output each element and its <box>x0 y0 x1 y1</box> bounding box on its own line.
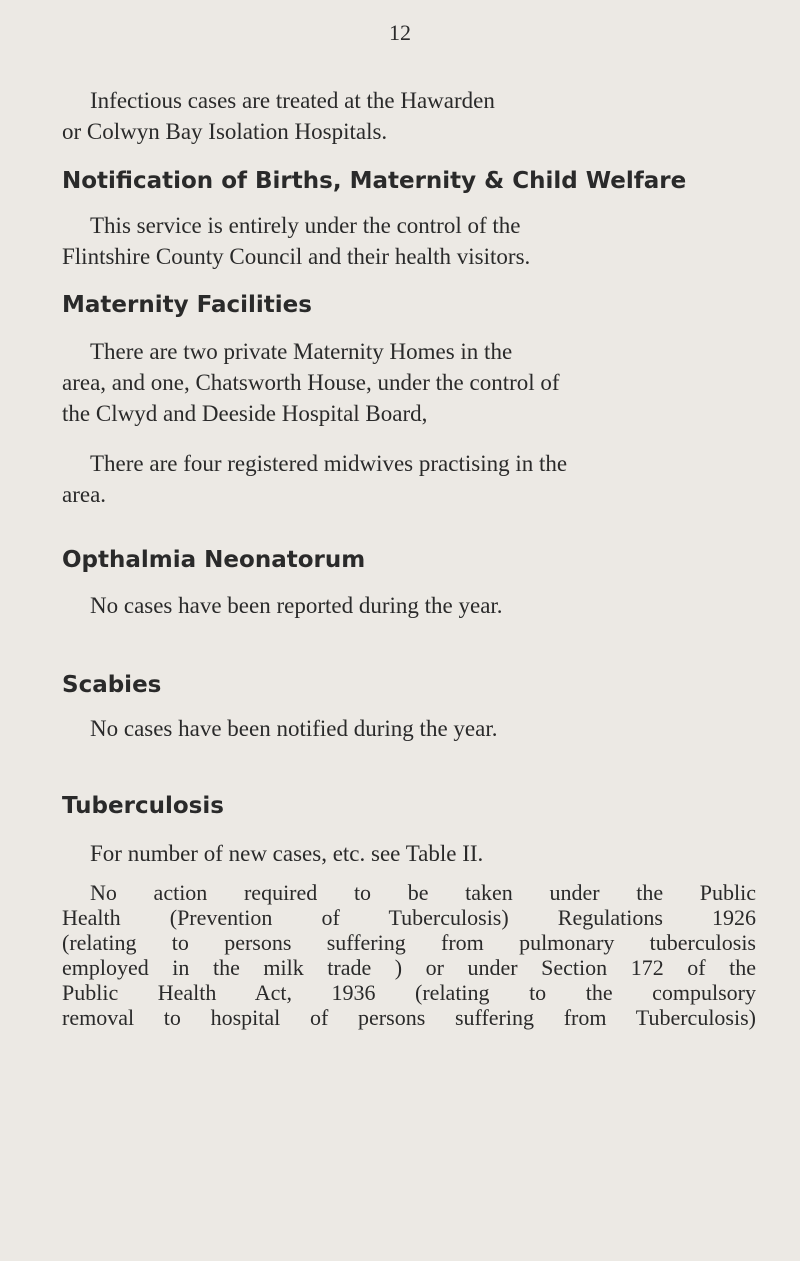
scabies-heading: Scabies <box>62 672 162 698</box>
tuberculosis-line: removal to hospital of persons suffering from Tuberculosis) <box>62 1005 756 1030</box>
maternity-line: area. <box>62 482 107 507</box>
tuberculosis-line: (relating to persons suffering from pulmonary tuberculosis <box>62 930 756 955</box>
intro-paragraph <box>62 85 762 147</box>
tuberculosis-paragraph <box>62 880 756 1030</box>
opthalmia-heading: Opthalmia Neonatorum <box>62 547 366 573</box>
tuberculosis-heading: Tuberculosis <box>62 793 224 819</box>
maternity-paragraph-2 <box>62 448 762 510</box>
tuberculosis-line: Health (Prevention of Tuberculosis) Regulations 1926 <box>62 905 756 930</box>
notification-line: This service is entirely under the control of the <box>90 213 521 238</box>
intro-line: or Colwyn Bay Isolation Hospitals. <box>62 119 388 144</box>
maternity-line: area, and one, Chatsworth House, under the control of <box>62 370 560 395</box>
intro-line: Infectious cases are treated at the Hawarden <box>90 88 495 113</box>
maternity-paragraph-1 <box>62 336 762 429</box>
maternity-line: There are two private Maternity Homes in the <box>90 339 513 364</box>
scabies-text: No cases have been notified during the year. <box>90 716 498 741</box>
maternity-line: There are four registered midwives practising in the <box>90 451 568 476</box>
notification-paragraph <box>62 210 762 272</box>
tuberculosis-line: employed in the milk trade ) or under Section 172 of the <box>62 955 756 980</box>
notification-heading: Notification of Births, Maternity & Child Welfare <box>62 168 687 194</box>
tuberculosis-line: Public Health Act, 1936 (relating to the compulsory <box>62 980 756 1005</box>
notification-line: Flintshire County Council and their health visitors. <box>62 244 531 269</box>
tuberculosis-line: No action required to be taken under the Public <box>90 880 756 905</box>
maternity-heading: Maternity Facilities <box>62 292 312 318</box>
tuberculosis-text: For number of new cases, etc. see Table II. <box>90 841 484 866</box>
maternity-line: the Clwyd and Deeside Hospital Board, <box>62 401 428 426</box>
opthalmia-text: No cases have been reported during the year. <box>90 593 503 618</box>
page-number: 12 <box>389 20 411 45</box>
